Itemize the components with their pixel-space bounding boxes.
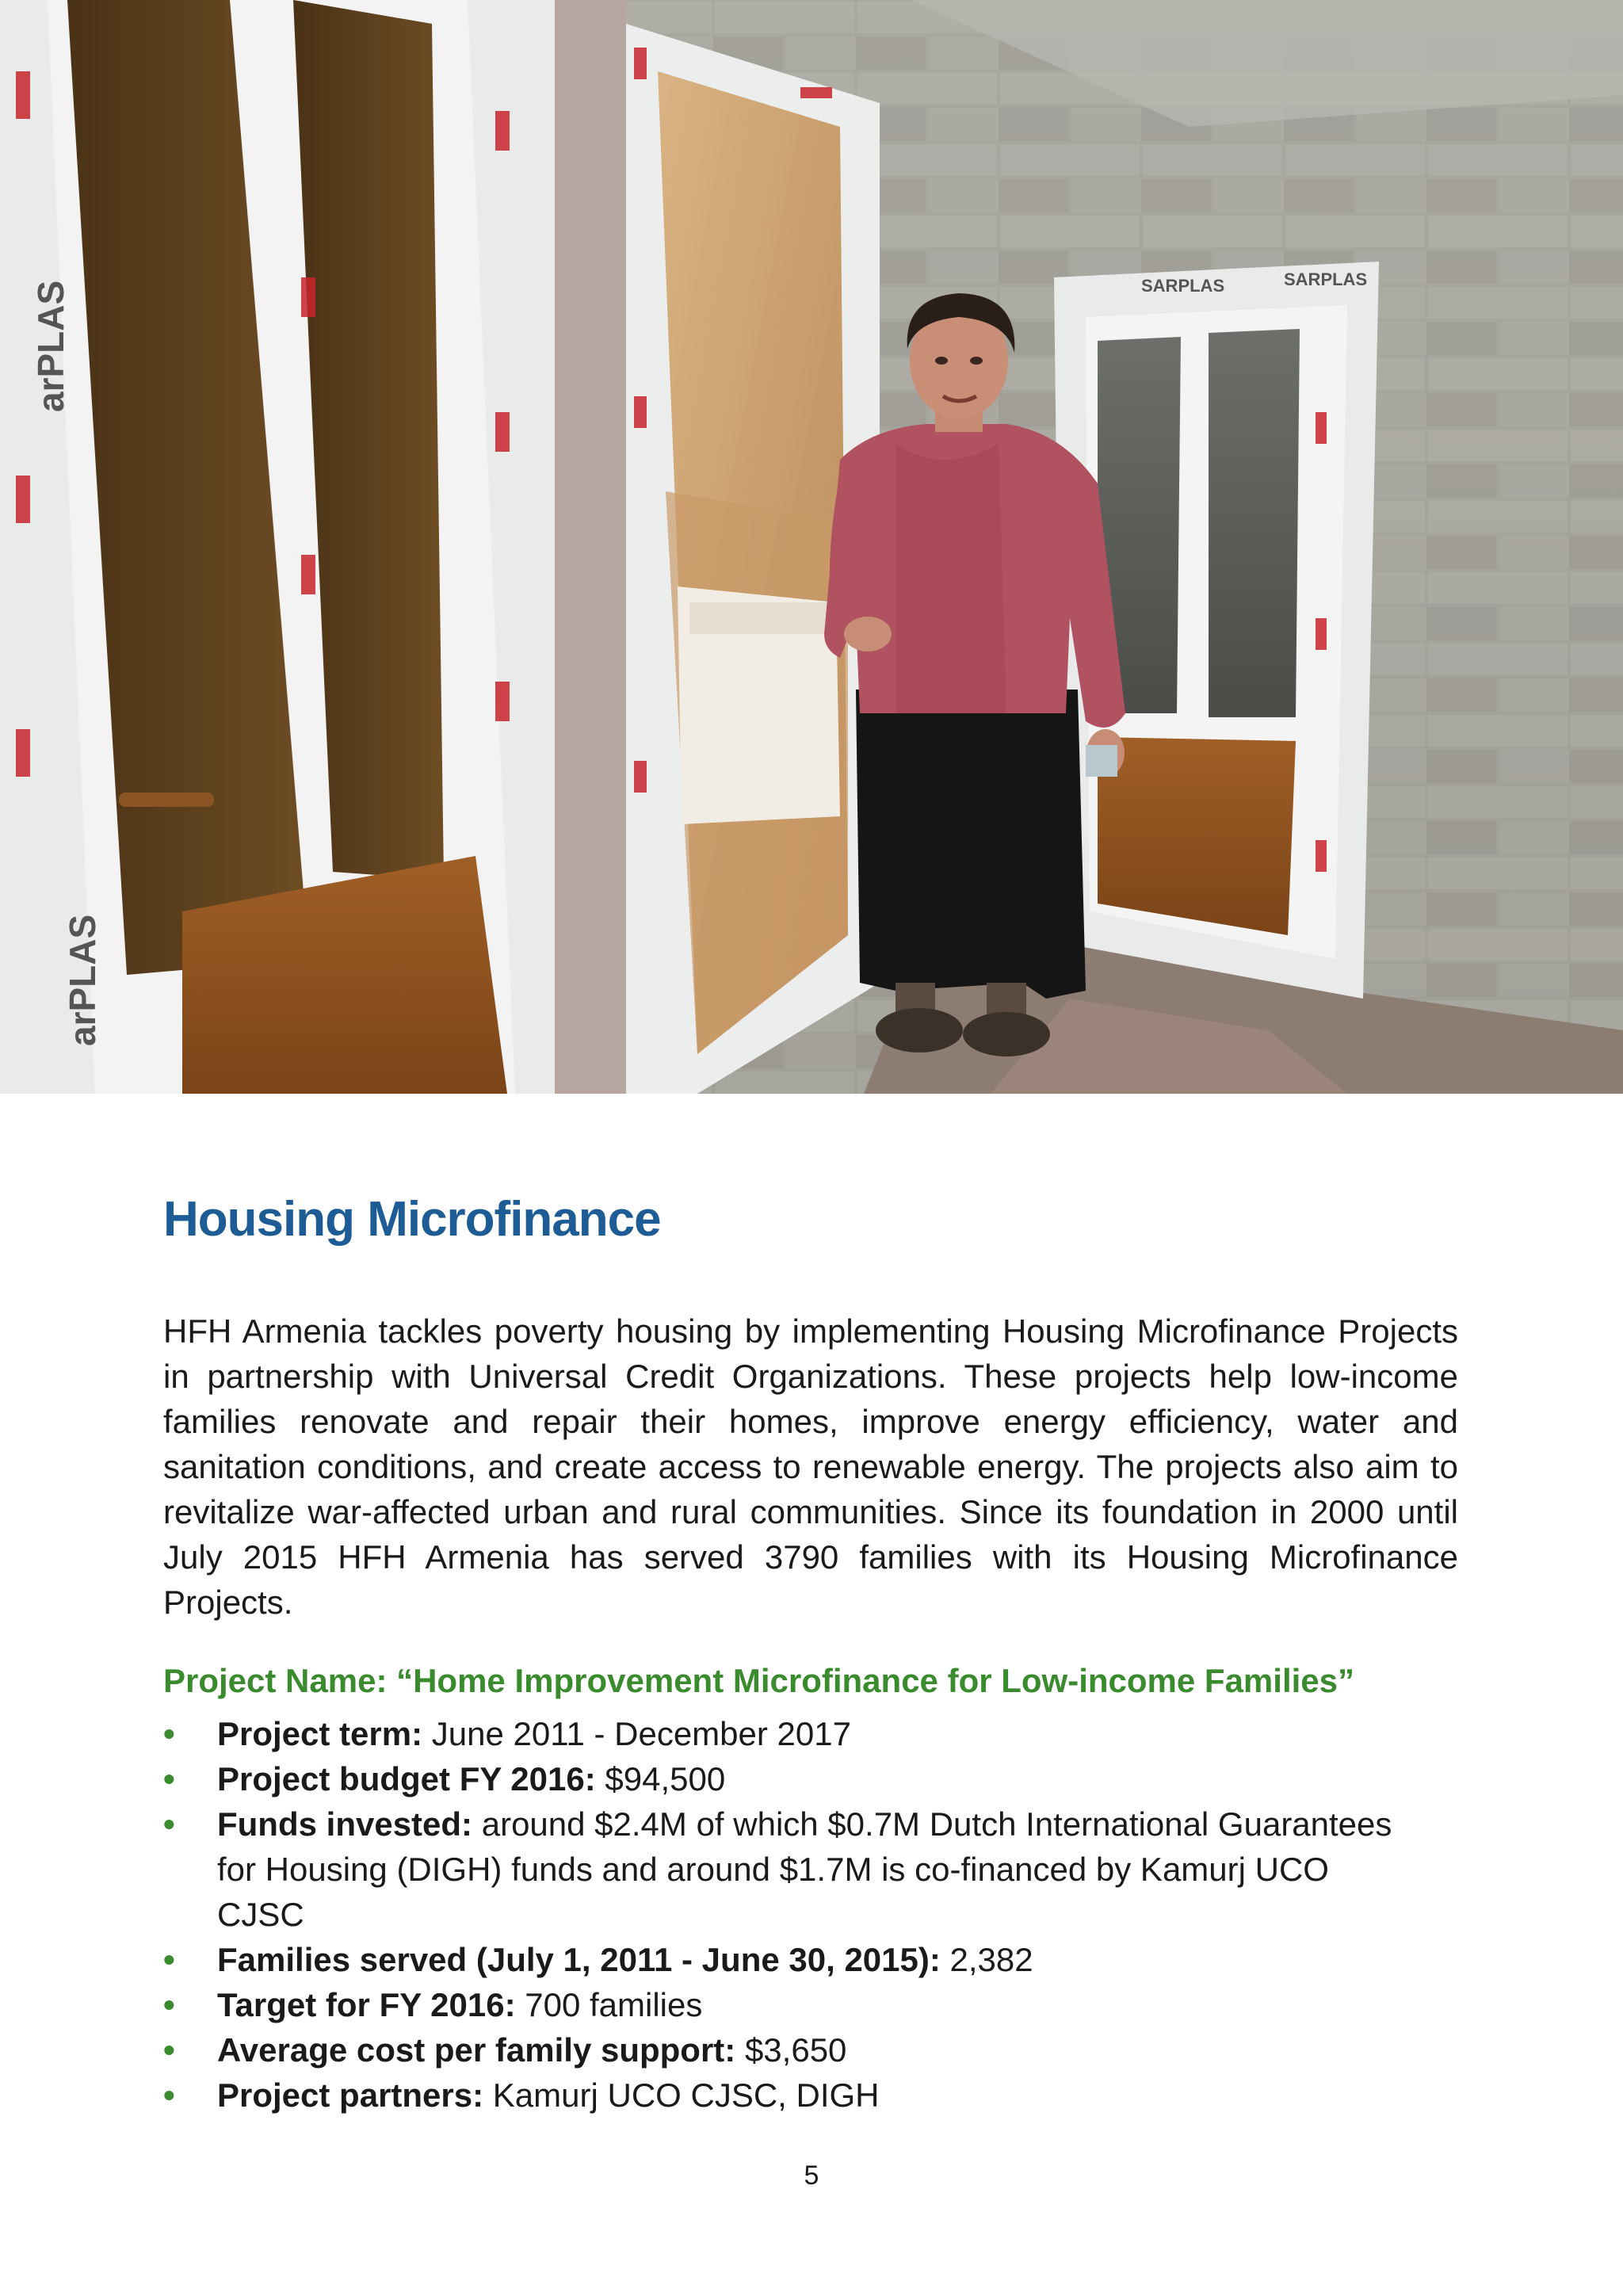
door-handle xyxy=(119,793,214,807)
bullet-icon: • xyxy=(163,1805,175,1843)
photo-illustration xyxy=(0,0,1623,1094)
project-name: Project Name: “Home Improvement Microfinance for Low-income Families” xyxy=(163,1662,1354,1700)
fact-label: Project budget FY 2016: xyxy=(217,1760,596,1798)
stone-wall-strip xyxy=(555,0,626,1094)
fact-funds-invested xyxy=(163,1801,1422,1937)
right-door-wood-panel xyxy=(1098,737,1296,935)
fact-value: 700 families xyxy=(525,1986,703,2024)
bullet-icon: • xyxy=(163,1986,175,2024)
page-number: 5 xyxy=(804,2160,819,2191)
project-facts-list xyxy=(163,1711,1458,2118)
bullet-icon: • xyxy=(163,2076,175,2115)
frame-brand-label: arPLAS xyxy=(30,280,71,412)
fact-target xyxy=(163,1982,1564,2027)
frame-brand-label-2: arPLAS xyxy=(62,914,103,1046)
frame-brand-label-4: SARPLAS xyxy=(1284,269,1368,289)
fact-value: 2,382 xyxy=(949,1941,1033,1979)
fact-label: Project partners: xyxy=(217,2076,484,2115)
fact-label: Average cost per family support: xyxy=(217,2031,736,2069)
fact-project-term xyxy=(163,1711,1564,1756)
fact-label: Target for FY 2016: xyxy=(217,1986,516,2024)
section-title: Housing Microfinance xyxy=(163,1192,661,1247)
main-content xyxy=(163,1193,1458,2118)
fact-value: $94,500 xyxy=(605,1760,726,1798)
fact-value: Kamurj UCO CJSC, DIGH xyxy=(492,2076,880,2115)
fact-project-budget xyxy=(163,1756,1564,1801)
fact-label: Families served (July 1, 2011 - June 30, 2015): xyxy=(217,1941,941,1979)
hero-photo xyxy=(0,0,1623,1094)
bullet-icon: • xyxy=(163,1760,175,1798)
fact-average-cost xyxy=(163,2027,1564,2073)
fact-value: $3,650 xyxy=(744,2031,847,2069)
bullet-icon: • xyxy=(163,2031,175,2069)
fact-label: Funds invested: xyxy=(217,1805,473,1843)
fact-value: around $2.4M of which $0.7M Dutch International Guarantees for Housing (DIGH) funds and around $1.7M is co-financed by Kamurj UCO CJSC xyxy=(217,1805,1392,1934)
fact-value: June 2011 - December 2017 xyxy=(431,1715,851,1753)
fact-label: Project term: xyxy=(217,1715,423,1753)
right-door-frosted-glass-2 xyxy=(1209,329,1300,717)
bullet-icon: • xyxy=(163,1715,175,1753)
section-body: HFH Armenia tackles poverty housing by implementing Housing Microfinance Projects in partnership with Universal Credit Organizations. These projects help low-income families renovate and repair their homes, improve energy efficiency, water and sanitation conditions, and create access to renewable energy. The projects also aim to revitalize war-affected urban and rural communities. Since its foundation in 2000 until July 2015 HFH Armenia has served 3790 families with its Housing Microfinance Projects. xyxy=(163,1312,1458,1622)
fact-project-partners xyxy=(163,2073,1564,2118)
frame-brand-label-3: SARPLAS xyxy=(1141,276,1225,296)
fact-families-served xyxy=(163,1937,1564,1982)
bullet-icon: • xyxy=(163,1941,175,1979)
